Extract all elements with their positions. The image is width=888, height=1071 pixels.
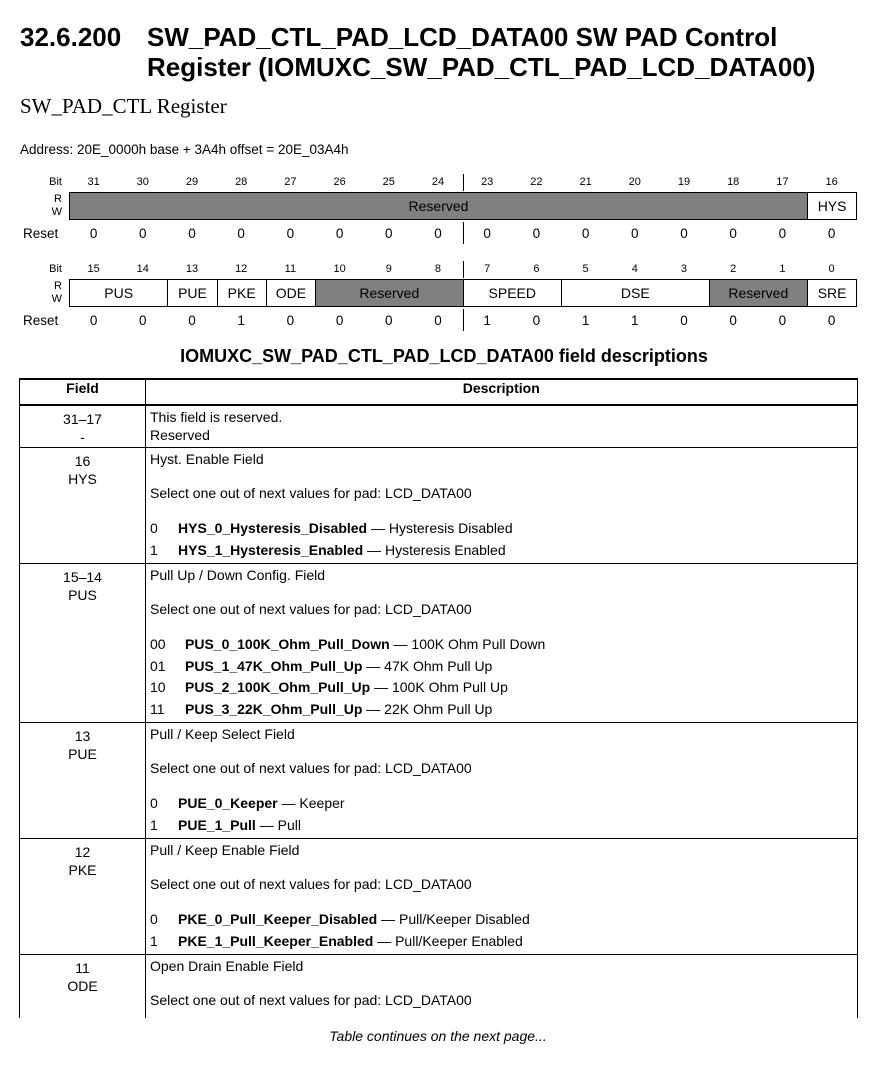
bit-number: 31 (87, 176, 100, 188)
field-name: PUS (68, 587, 97, 603)
reset-value: 0 (188, 226, 196, 241)
value-description: — 22K Ohm Pull Up (362, 700, 493, 717)
section-number: 32.6.200 (20, 22, 122, 52)
reset-value: 0 (680, 313, 688, 328)
reserved-field: Reserved (709, 279, 808, 307)
bit-number: 24 (431, 176, 445, 188)
value-item (150, 634, 853, 656)
field-bits: 31–17 (63, 411, 102, 427)
reset-value: 0 (89, 313, 98, 328)
value-name: PUS_2_100K_Ohm_Pull_Up (185, 679, 371, 695)
field-cell (20, 405, 146, 448)
bit-number: 18 (727, 176, 740, 188)
register-address: Address: 20E_0000h base + 3A4h offset = 20E_03A4h (20, 142, 349, 157)
write-label: W (51, 293, 62, 305)
bit-number: 10 (333, 263, 346, 275)
value-name: PKE_0_Pull_Keeper_Disabled (178, 911, 378, 927)
value-item (150, 540, 853, 562)
reserved-field: Reserved (315, 279, 464, 307)
table-row (20, 723, 858, 839)
description-cell (146, 405, 858, 448)
reset-value: 0 (729, 313, 737, 328)
reset-value: 0 (729, 226, 737, 241)
bit-number: 14 (136, 263, 149, 275)
description-title: Open Drain Enable Field (150, 958, 304, 974)
value-code: 1 (150, 816, 158, 833)
value-name: HYS_1_Hysteresis_Enabled (178, 541, 364, 558)
bit-number: 22 (530, 176, 543, 188)
reset-value: 0 (680, 226, 688, 241)
reset-value: 0 (139, 226, 147, 241)
bit-number: 11 (284, 263, 297, 275)
field-ode: ODE (266, 279, 316, 307)
bit-number: 21 (579, 176, 592, 188)
reset-label: Reset (23, 313, 59, 328)
description-cell (146, 955, 858, 1019)
description-select-note: Select one out of next values for pad: LCD_DATA00 (150, 601, 472, 617)
bit-number: 13 (185, 263, 199, 275)
reset-value: 0 (581, 226, 590, 241)
description-cell (146, 448, 858, 564)
bit-number: 4 (631, 263, 638, 275)
table-caption: IOMUXC_SW_PAD_CTL_PAD_LCD_DATA00 field descriptions (180, 346, 708, 366)
bit-number: 20 (628, 176, 641, 188)
field-pke: PKE (217, 279, 267, 307)
header-description: Description (146, 379, 858, 405)
field-bits: 15–14 (63, 569, 102, 585)
reset-value: 0 (188, 313, 196, 328)
section-title: SW_PAD_CTL_PAD_LCD_DATA00 SW PAD Control Register (IOMUXC_SW_PAD_CTL_PAD_LCD_DATA00) (147, 22, 816, 82)
reset-value: 0 (483, 226, 491, 241)
bit-number: 1 (779, 263, 786, 275)
value-name: HYS_0_Hysteresis_Disabled (178, 520, 368, 536)
reset-value: 0 (532, 313, 541, 328)
description-select-note: Select one out of next values for pad: LCD_DATA00 (150, 760, 472, 776)
reset-value: 1 (581, 313, 590, 328)
value-description: — 100K Ohm Pull Down (389, 636, 546, 652)
field-cell (20, 955, 146, 1019)
value-code: 01 (150, 657, 166, 674)
reset-value: 0 (89, 226, 98, 241)
read-label: R (54, 193, 62, 205)
byte-divider (463, 222, 464, 244)
bit-number: 12 (235, 263, 248, 275)
value-name: PUS_0_100K_Ohm_Pull_Down (185, 636, 390, 652)
value-item (150, 518, 853, 540)
reset-value: 0 (434, 313, 442, 328)
value-item (150, 699, 853, 721)
field-bits: 11 (75, 960, 90, 976)
table-row (20, 839, 858, 955)
field-pue: PUE (167, 279, 217, 307)
value-description: — Pull (255, 816, 301, 833)
table-continues-note: Table continues on the next page... (329, 1028, 547, 1044)
bit-number: 27 (284, 176, 297, 188)
bit-number: 9 (385, 263, 392, 275)
reset-value: 0 (827, 226, 836, 241)
byte-divider (463, 261, 464, 278)
value-description: — Pull/Keeper Disabled (377, 911, 530, 927)
read-label: R (54, 280, 62, 292)
value-code: 00 (150, 636, 166, 652)
description-title: Pull / Keep Select Field (150, 726, 295, 742)
bit-number: 16 (825, 176, 838, 188)
value-list (150, 909, 853, 952)
bit-number: 25 (382, 176, 395, 188)
value-code: 0 (150, 520, 158, 536)
field-cell (20, 448, 146, 564)
field-bits: 16 (74, 453, 91, 469)
bit-number: 29 (185, 176, 199, 188)
value-item (150, 931, 853, 953)
value-code: 11 (150, 700, 165, 717)
reset-value: 0 (335, 313, 344, 328)
value-item (150, 793, 853, 815)
field-cell (20, 839, 146, 955)
bit-number: 23 (481, 176, 494, 188)
reset-value: 0 (237, 226, 245, 241)
byte-divider (463, 309, 464, 331)
bit-number: 26 (333, 176, 346, 188)
reset-value: 0 (778, 226, 787, 241)
value-code: 1 (150, 541, 158, 558)
field-bits: 12 (74, 844, 91, 860)
value-name: PUS_1_47K_Ohm_Pull_Up (185, 657, 363, 674)
field-bits: 13 (74, 728, 91, 744)
value-code: 10 (150, 679, 166, 695)
value-description: — 100K Ohm Pull Up (370, 679, 508, 695)
value-name: PKE_1_Pull_Keeper_Enabled (178, 932, 374, 949)
bit-number: 8 (434, 263, 442, 275)
table-row (20, 448, 858, 564)
value-item (150, 656, 853, 678)
bit-number: 0 (828, 263, 835, 275)
reset-value: 0 (286, 226, 295, 241)
reset-value: 0 (385, 226, 393, 241)
bit-number: 15 (87, 263, 100, 275)
field-name: PUE (68, 746, 97, 762)
table-row (20, 564, 858, 723)
field-dse: DSE (561, 279, 710, 307)
value-description: — Keeper (277, 795, 345, 811)
value-name: PUE_0_Keeper (178, 795, 278, 811)
field-cell (20, 723, 146, 839)
reset-value: 0 (139, 313, 147, 328)
field-description-table (19, 378, 858, 1018)
field-name: HYS (68, 471, 97, 487)
table-row (20, 405, 858, 448)
value-item (150, 815, 853, 837)
reset-value: 0 (286, 313, 295, 328)
bit-label: Bit (49, 263, 62, 275)
rw-label (18, 280, 62, 306)
value-code: 0 (150, 911, 158, 927)
field-hys: HYS (807, 192, 857, 220)
bit-number: 7 (484, 263, 491, 275)
reset-value: 0 (434, 226, 442, 241)
bit-number: 3 (680, 263, 688, 275)
description-cell (146, 564, 858, 723)
reset-value: 0 (778, 313, 787, 328)
byte-divider (463, 174, 464, 191)
description-cell (146, 723, 858, 839)
reset-value: 1 (237, 313, 245, 328)
bit-label: Bit (49, 176, 62, 188)
register-subtitle: SW_PAD_CTL Register (20, 94, 227, 118)
field-name: PKE (68, 862, 97, 878)
description-line: Reserved (150, 427, 210, 443)
field-cell (20, 564, 146, 723)
field-speed: SPEED (463, 279, 562, 307)
description-title: This field is reserved. (150, 409, 283, 425)
bit-number: 30 (136, 176, 149, 188)
bit-number: 6 (533, 263, 540, 275)
description-select-note: Select one out of next values for pad: LCD_DATA00 (150, 876, 472, 892)
description-title: Pull Up / Down Config. Field (150, 567, 326, 583)
field-name: ODE (67, 978, 98, 994)
value-description: — Hysteresis Disabled (367, 520, 513, 536)
description-cell (146, 839, 858, 955)
value-list (150, 518, 853, 561)
value-code: 0 (150, 795, 158, 811)
reserved-field: Reserved (69, 192, 808, 220)
reset-value: 0 (532, 226, 541, 241)
bit-number: 17 (776, 176, 789, 188)
reset-value: 1 (483, 313, 491, 328)
field-name: - (80, 429, 85, 445)
reset-value: 0 (335, 226, 344, 241)
bit-number: 5 (582, 263, 589, 275)
value-description: — Hysteresis Enabled (363, 541, 506, 558)
value-item (150, 677, 853, 699)
table-row (20, 955, 858, 1019)
header-field: Field (20, 379, 146, 405)
value-list (150, 634, 853, 720)
reset-label: Reset (23, 226, 59, 241)
field-pus: PUS (69, 279, 168, 307)
write-label: W (51, 206, 62, 218)
value-list (150, 793, 853, 836)
reset-value: 0 (631, 226, 639, 241)
description-select-note: Select one out of next values for pad: LCD_DATA00 (150, 485, 472, 501)
description-select-note: Select one out of next values for pad: LCD_DATA00 (150, 992, 472, 1008)
value-description: — Pull/Keeper Enabled (373, 932, 523, 949)
reset-value: 1 (631, 313, 639, 328)
value-description: — 47K Ohm Pull Up (362, 657, 493, 674)
description-title: Hyst. Enable Field (150, 451, 264, 467)
value-name: PUE_1_Pull (178, 816, 256, 833)
bit-number: 19 (677, 176, 691, 188)
reset-value: 0 (385, 313, 393, 328)
bit-number: 28 (235, 176, 248, 188)
value-code: 1 (150, 932, 158, 949)
reset-value: 0 (827, 313, 836, 328)
field-sre: SRE (807, 279, 857, 307)
description-title: Pull / Keep Enable Field (150, 842, 300, 858)
value-name: PUS_3_22K_Ohm_Pull_Up (185, 700, 363, 717)
bit-number: 2 (730, 263, 737, 275)
rw-label (18, 193, 62, 219)
value-item (150, 909, 853, 931)
